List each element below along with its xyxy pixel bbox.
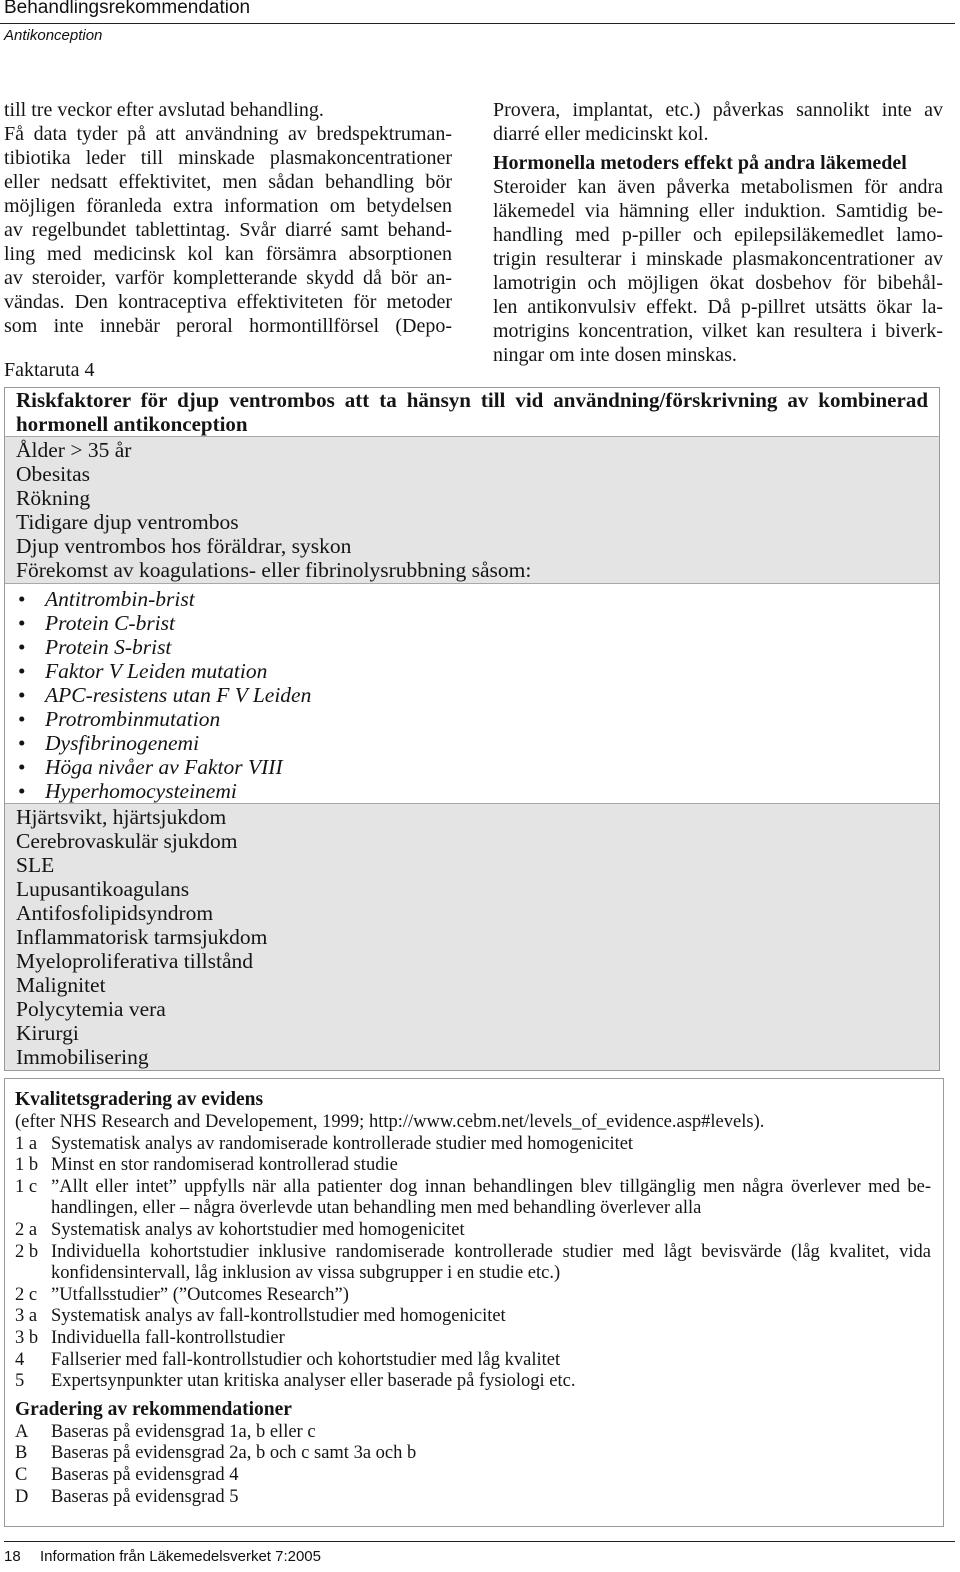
- title-line: hormonell antikonception: [16, 412, 248, 436]
- bullet-marker: [16, 755, 45, 779]
- evidence-level-code: 4: [15, 1349, 25, 1370]
- evidence-level-row: [15, 1155, 931, 1177]
- text-line: ningar om inte dosen minskas.: [493, 344, 737, 366]
- evidence-level-row: [15, 1242, 931, 1285]
- bullet-item-text: Dysfibrinogenemi: [45, 731, 200, 755]
- risk-factor-item: Djup ventrombos hos föräldrar, syskon: [16, 534, 352, 558]
- description-line: Systematisk analys av fall-kontrollstudier med homogenicitet: [51, 1306, 506, 1327]
- description-line: Baseras på evidensgrad 1a, b eller c: [51, 1421, 316, 1442]
- body-right-column: [493, 98, 943, 367]
- text-line: möjligen föranleda extra information om betydelsen: [4, 195, 452, 217]
- risk-factor-group-2: [5, 803, 939, 1070]
- risk-factor-group-1: [5, 436, 939, 584]
- evidence-level-code: 1 b: [15, 1155, 39, 1176]
- recommendation-code: A: [15, 1421, 29, 1442]
- evidence-level-row: [15, 1328, 931, 1350]
- text-line: handling med p-piller och epilepsiläkemedlet lamo-: [493, 224, 943, 246]
- description-line: Systematisk analys av randomiserade kontrollerade studier med homogenicitet: [51, 1133, 634, 1154]
- description-line: Systematisk analys av kohortstudier med homogenicitet: [51, 1219, 465, 1240]
- evidence-level-code: 2 b: [15, 1241, 39, 1262]
- recommendation-description: [51, 1487, 931, 1509]
- bullet-item: [16, 779, 928, 803]
- description-line: Baseras på evidensgrad 5: [51, 1486, 239, 1507]
- description-line: Baseras på evidensgrad 2a, b och c samt 3a och b: [51, 1443, 417, 1464]
- risk-factor-item: Immobilisering: [16, 1045, 149, 1069]
- evidence-level-description: [51, 1220, 931, 1242]
- text-line: Provera, implantat, etc.) påverkas sannolikt inte av: [493, 99, 943, 121]
- bullet-item: [16, 707, 928, 731]
- paragraph: [4, 98, 452, 122]
- text-line: diarré eller medicinskt kol.: [493, 123, 709, 145]
- evidence-level-description: [51, 1177, 931, 1220]
- risk-factor-item: Rökning: [16, 486, 91, 510]
- footer-divider: [4, 1541, 955, 1542]
- bullet-marker: [16, 659, 45, 683]
- evidence-level-row: [15, 1306, 931, 1328]
- recommendation-row: [15, 1443, 931, 1465]
- text-line: trigin resulterar i minskade plasmakoncentrationer av: [493, 248, 943, 270]
- evidence-level-code: 5: [15, 1371, 25, 1392]
- recommendation-row: [15, 1465, 931, 1487]
- recommendation-description: [51, 1465, 931, 1487]
- evidence-level-row: [15, 1371, 931, 1393]
- bullet-marker: [16, 611, 45, 635]
- evidence-grading-title: Kvalitetsgradering av evidens: [15, 1089, 264, 1110]
- risk-factor-item: Lupusantikoagulans: [16, 877, 190, 901]
- paragraph: [4, 122, 452, 338]
- text-line: av steroider, varför kompletterande skydd då bör an-: [4, 267, 452, 289]
- paragraph: [493, 175, 943, 367]
- text-line: som inte innebär peroral hormontillförsel (Depo-: [4, 315, 452, 337]
- evidence-level-row: [15, 1134, 931, 1156]
- bullet-marker: [16, 587, 45, 611]
- bullet-item-text: Protein S-brist: [45, 635, 172, 659]
- body-left-column: [4, 98, 452, 338]
- text-line: len antikonvulsiv effekt. Då p-pillret utsätts ökar la-: [493, 296, 943, 318]
- evidence-level-description: [51, 1134, 931, 1156]
- description-line: ”Utfallsstudier” (”Outcomes Research”): [51, 1284, 349, 1305]
- bullet-item-text: Protrombinmutation: [45, 707, 221, 731]
- page-number: 18: [4, 1548, 21, 1565]
- evidence-level-row: [15, 1177, 931, 1220]
- text-line: av regelbundet tablettintag. Svår diarré samt behand-: [4, 219, 452, 241]
- risk-factor-item: Cerebrovaskulär sjukdom: [16, 829, 238, 853]
- evidence-level-code: 3 a: [15, 1306, 38, 1327]
- bullet-item-text: Hyperhomocysteinemi: [45, 779, 237, 803]
- description-line: Baseras på evidensgrad 4: [51, 1464, 239, 1485]
- title-line: Riskfaktorer för djup ventrombos att ta hänsyn till vid användning/förskrivning av kombinerad: [16, 388, 928, 412]
- header-divider: [0, 23, 955, 24]
- evidence-level-description: [51, 1350, 931, 1372]
- description-line: Individuella fall-kontrollstudier: [51, 1327, 285, 1348]
- recommendation-code: D: [15, 1486, 29, 1507]
- risk-factor-item: Förekomst av koagulations- eller fibrinolysrubbning såsom:: [16, 558, 532, 582]
- coagulation-disorder-list: [5, 584, 939, 803]
- risk-factor-item: Ålder > 35 år: [16, 438, 132, 462]
- bullet-item-text: APC-resistens utan F V Leiden: [45, 683, 312, 707]
- bullet-marker: [16, 635, 45, 659]
- evidence-level-row: [15, 1220, 931, 1242]
- risk-factor-item: Antifosfolipidsyndrom: [16, 901, 214, 925]
- fact-box-label: Faktaruta 4: [4, 359, 95, 381]
- text-line: lamotrigin och möjligen ökat dosbehov för bibehål-: [493, 272, 943, 294]
- bullet-item: [16, 659, 928, 683]
- paragraph-continuation: [493, 98, 943, 146]
- recommendation-row: [15, 1487, 931, 1509]
- description-line: Expertsynpunkter utan kritiska analyser eller baserade på fysiologi etc.: [51, 1371, 576, 1392]
- evidence-level-description: [51, 1242, 931, 1285]
- bullet-item-text: Faktor V Leiden mutation: [45, 659, 268, 683]
- risk-factor-item: Obesitas: [16, 462, 91, 486]
- bullet-marker: [16, 779, 45, 803]
- evidence-level-description: [51, 1285, 931, 1307]
- evidence-level-description: [51, 1371, 931, 1393]
- bullet-item: [16, 587, 928, 611]
- risk-factor-item: Inflammatorisk tarmsjukdom: [16, 925, 268, 949]
- text-line: motrigins koncentration, vilket kan resultera i biverk-: [493, 320, 943, 342]
- description-line: Individuella kohortstudier inklusive randomiserade kontrollerade studier med lågt bevisvärde (låg kvalitet, vida: [51, 1241, 931, 1262]
- bullet-marker: [16, 683, 45, 707]
- bullet-item: [16, 683, 928, 707]
- evidence-level-description: [51, 1155, 931, 1177]
- bullet-marker: [16, 731, 45, 755]
- bullet-item: [16, 755, 928, 779]
- evidence-level-code: 2 a: [15, 1219, 38, 1240]
- evidence-level-code: 1 c: [15, 1176, 38, 1197]
- bullet-item: [16, 611, 928, 635]
- description-line: konfidensintervall, låg inklusion av vissa subgrupper i en studie etc.): [51, 1263, 561, 1284]
- text-line: ling med medicinsk kol kan försämra absorptionen: [4, 243, 452, 265]
- text-line: Få data tyder på att användning av bredspektruman-: [4, 123, 452, 145]
- description-line: Fallserier med fall-kontrollstudier och kohortstudier med låg kvalitet: [51, 1349, 561, 1370]
- bullet-item: [16, 731, 928, 755]
- risk-factor-item: Tidigare djup ventrombos: [16, 510, 239, 534]
- evidence-level-description: [51, 1306, 931, 1328]
- recommendation-description: [51, 1443, 931, 1465]
- text-line: tibiotika leder till minskade plasmakoncentrationer: [4, 147, 452, 169]
- risk-factor-item: Malignitet: [16, 973, 106, 997]
- bullet-item-text: Protein C-brist: [45, 611, 175, 635]
- bullet-item-text: Antitrombin-brist: [45, 587, 195, 611]
- recommendation-grades-list: [15, 1422, 931, 1508]
- description-line: Minst en stor randomiserad kontrollerad studie: [51, 1155, 398, 1176]
- fact-box-title: [5, 388, 939, 436]
- description-line: ”Allt eller intet” uppfylls när alla patienter dog innan behandlingen blev tillgänglig men några överlever med be-: [51, 1176, 931, 1197]
- evidence-level-row: [15, 1350, 931, 1372]
- recommendation-grading-title: Gradering av rekommendationer: [15, 1398, 292, 1420]
- text-line: vändas. Den kontraceptiva effektiviteten för metoder: [4, 291, 452, 313]
- description-line: handlingen, eller – några överlevde utan behandling men med behandling överlever alla: [51, 1198, 702, 1219]
- risk-factor-item: Polycytemia vera: [16, 997, 166, 1021]
- evidence-level-code: 1 a: [15, 1133, 38, 1154]
- section-heading: Hormonella metoders effekt på andra läkemedel: [493, 152, 907, 174]
- evidence-level-row: [15, 1285, 931, 1307]
- evidence-source: (efter NHS Research and Developement, 1999; http://www.cebm.net/levels_of_evidence.asp#levels).: [15, 1112, 765, 1132]
- bullet-item: [16, 635, 928, 659]
- text-line: eller nedsatt effektivitet, men sådan behandling bör: [4, 171, 452, 193]
- evidence-level-code: 2 c: [15, 1284, 38, 1305]
- fact-box: [4, 387, 940, 1071]
- recommendation-description: [51, 1422, 931, 1444]
- evidence-level-code: 3 b: [15, 1327, 39, 1348]
- text-line: Steroider kan även påverka metabolismen för andra: [493, 176, 943, 198]
- risk-factor-item: Myeloproliferativa tillstånd: [16, 949, 254, 973]
- publication-name: Information från Läkemedelsverket 7:2005: [40, 1548, 321, 1565]
- evidence-grading-box: [4, 1078, 944, 1527]
- evidence-levels-list: [15, 1134, 931, 1393]
- recommendation-row: [15, 1422, 931, 1444]
- recommendation-code: B: [15, 1443, 28, 1464]
- risk-factor-item: SLE: [16, 853, 55, 877]
- bullet-marker: [16, 707, 45, 731]
- risk-factor-item: Kirurgi: [16, 1021, 79, 1045]
- risk-factor-item: Hjärtsvikt, hjärtsjukdom: [16, 805, 227, 829]
- running-header-title: Behandlingsrekommendation: [4, 0, 251, 18]
- running-header-section: Antikonception: [4, 27, 103, 44]
- text-line: till tre veckor efter avslutad behandling.: [4, 99, 324, 121]
- recommendation-code: C: [15, 1464, 28, 1485]
- text-line: läkemedel via hämning eller induktion. Samtidig be-: [493, 200, 943, 222]
- bullet-item-text: Höga nivåer av Faktor VIII: [45, 755, 283, 779]
- evidence-level-description: [51, 1328, 931, 1350]
